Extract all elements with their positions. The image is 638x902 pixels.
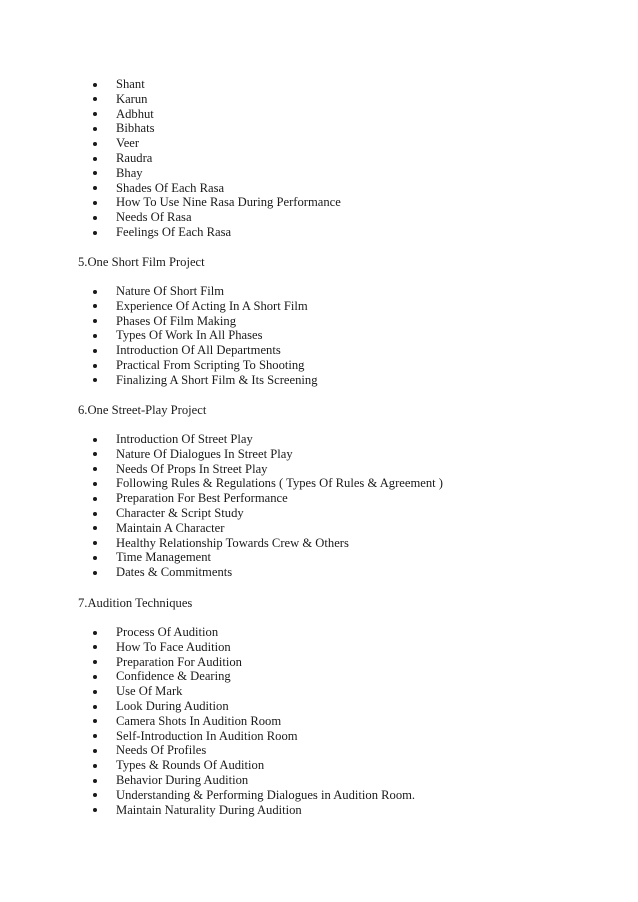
section-heading-audition: 7.Audition Techniques bbox=[78, 596, 193, 610]
list-item-text: Phases Of Film Making bbox=[116, 313, 236, 328]
list-item bbox=[0, 521, 443, 536]
street-play-list bbox=[0, 432, 443, 580]
bullet-icon bbox=[93, 97, 97, 101]
list-item-text: Veer bbox=[116, 136, 140, 151]
list-item bbox=[0, 803, 415, 818]
section-heading-street-play: 6.One Street-Play Project bbox=[78, 403, 207, 417]
list-item-text: Preparation For Audition bbox=[116, 654, 242, 669]
bullet-icon bbox=[93, 304, 97, 308]
bullet-icon bbox=[93, 719, 97, 723]
bullet-icon bbox=[93, 452, 97, 456]
list-item-text: Bibhats bbox=[116, 121, 155, 136]
short-film-list bbox=[0, 284, 318, 388]
list-item bbox=[0, 373, 318, 388]
list-item bbox=[0, 314, 318, 329]
list-item bbox=[0, 491, 443, 506]
list-item bbox=[0, 699, 415, 714]
audition-list bbox=[0, 625, 415, 817]
list-item bbox=[0, 77, 341, 92]
list-item bbox=[0, 358, 318, 373]
list-item-text: Karun bbox=[116, 91, 148, 106]
bullet-icon bbox=[93, 526, 97, 530]
list-item-text: Raudra bbox=[116, 150, 153, 165]
bullet-icon bbox=[93, 571, 97, 575]
bullet-icon bbox=[93, 764, 97, 768]
bullet-icon bbox=[93, 467, 97, 471]
list-item-text: Confidence & Dearing bbox=[116, 669, 231, 684]
list-item bbox=[0, 536, 443, 551]
list-item bbox=[0, 210, 341, 225]
bullet-icon bbox=[93, 83, 97, 87]
bullet-icon bbox=[93, 334, 97, 338]
list-item bbox=[0, 92, 341, 107]
bullet-icon bbox=[93, 631, 97, 635]
list-item-text: Time Management bbox=[116, 550, 212, 565]
bullet-icon bbox=[93, 497, 97, 501]
list-item-text: Understanding & Performing Dialogues in Audition Room. bbox=[116, 787, 416, 802]
list-item-text: How To Face Audition bbox=[116, 639, 231, 654]
list-item-text: Bhay bbox=[116, 165, 143, 180]
list-item-text: Healthy Relationship Towards Crew & Others bbox=[116, 535, 349, 550]
list-item-text: Nature Of Short Film bbox=[116, 284, 225, 298]
list-item-text: Types Of Work In All Phases bbox=[116, 328, 263, 343]
list-item-text: Needs Of Props In Street Play bbox=[116, 461, 268, 476]
list-item-text: Adbhut bbox=[116, 106, 154, 121]
list-item bbox=[0, 758, 415, 773]
list-item-text: Look During Audition bbox=[116, 698, 229, 713]
list-item-text: Self-Introduction In Audition Room bbox=[116, 728, 298, 743]
list-item-text: Preparation For Best Performance bbox=[116, 491, 288, 506]
list-item-text: Behavior During Audition bbox=[116, 772, 249, 787]
bullet-icon bbox=[93, 201, 97, 205]
list-item-text: Dates & Commitments bbox=[116, 565, 233, 580]
list-item-text: Camera Shots In Audition Room bbox=[116, 713, 282, 728]
bullet-icon bbox=[93, 675, 97, 679]
list-item bbox=[0, 640, 415, 655]
list-item-text: Experience Of Acting In A Short Film bbox=[116, 298, 308, 313]
list-item-text: Introduction Of All Departments bbox=[116, 343, 281, 358]
list-item-text: Process Of Audition bbox=[116, 625, 219, 639]
list-item-text: Shades Of Each Rasa bbox=[116, 180, 225, 195]
bullet-icon bbox=[93, 231, 97, 235]
list-item bbox=[0, 714, 415, 729]
list-item bbox=[0, 284, 318, 299]
rasa-list bbox=[0, 77, 341, 240]
list-item-text: Introduction Of Street Play bbox=[116, 432, 253, 446]
list-item-text: Following Rules & Regulations ( Types Of Rules & Agreement ) bbox=[116, 476, 443, 491]
list-item-text: Practical From Scripting To Shooting bbox=[116, 357, 305, 372]
list-item bbox=[0, 655, 415, 670]
bullet-icon bbox=[93, 171, 97, 175]
list-item bbox=[0, 299, 318, 314]
bullet-icon bbox=[93, 378, 97, 382]
list-item bbox=[0, 669, 415, 684]
bullet-icon bbox=[93, 734, 97, 738]
bullet-icon bbox=[93, 690, 97, 694]
list-item-text: Needs Of Rasa bbox=[116, 210, 192, 225]
list-item bbox=[0, 625, 415, 640]
bullet-icon bbox=[93, 319, 97, 323]
list-item-text: Feelings Of Each Rasa bbox=[116, 224, 232, 239]
list-item bbox=[0, 462, 443, 477]
bullet-icon bbox=[93, 112, 97, 116]
list-item bbox=[0, 328, 318, 343]
list-item bbox=[0, 684, 415, 699]
bullet-icon bbox=[93, 482, 97, 486]
list-item bbox=[0, 343, 318, 358]
bullet-icon bbox=[93, 438, 97, 442]
list-item-text: Maintain Naturality During Audition bbox=[116, 802, 302, 817]
bullet-icon bbox=[93, 290, 97, 294]
list-item-text: Needs Of Profiles bbox=[116, 743, 207, 758]
bullet-icon bbox=[93, 749, 97, 753]
list-item-text: Finalizing A Short Film & Its Screening bbox=[116, 372, 318, 387]
bullet-icon bbox=[93, 364, 97, 368]
bullet-icon bbox=[93, 660, 97, 664]
section-heading-short-film: 5.One Short Film Project bbox=[78, 255, 205, 269]
list-item bbox=[0, 729, 415, 744]
bullet-icon bbox=[93, 556, 97, 560]
bullet-icon bbox=[93, 779, 97, 783]
list-item bbox=[0, 506, 443, 521]
list-item-text: Types & Rounds Of Audition bbox=[116, 758, 265, 773]
bullet-icon bbox=[93, 541, 97, 545]
list-item bbox=[0, 225, 341, 240]
list-item-text: Maintain A Character bbox=[116, 520, 225, 535]
list-item bbox=[0, 788, 415, 803]
list-item bbox=[0, 447, 443, 462]
bullet-icon bbox=[93, 186, 97, 190]
list-item bbox=[0, 476, 443, 491]
list-item bbox=[0, 151, 341, 166]
bullet-icon bbox=[93, 157, 97, 161]
bullet-icon bbox=[93, 808, 97, 812]
bullet-icon bbox=[93, 512, 97, 516]
list-item-text: How To Use Nine Rasa During Performance bbox=[116, 195, 341, 210]
bullet-icon bbox=[93, 349, 97, 353]
list-item bbox=[0, 565, 443, 580]
list-item bbox=[0, 773, 415, 788]
list-item bbox=[0, 166, 341, 181]
list-item-text: Shant bbox=[116, 77, 145, 91]
bullet-icon bbox=[93, 705, 97, 709]
list-item bbox=[0, 743, 415, 758]
list-item bbox=[0, 432, 443, 447]
list-item-text: Character & Script Study bbox=[116, 505, 244, 520]
list-item bbox=[0, 181, 341, 196]
bullet-icon bbox=[93, 793, 97, 797]
list-item bbox=[0, 195, 341, 210]
list-item-text: Nature Of Dialogues In Street Play bbox=[116, 446, 293, 461]
list-item bbox=[0, 550, 443, 565]
list-item bbox=[0, 136, 341, 151]
bullet-icon bbox=[93, 142, 97, 146]
list-item bbox=[0, 107, 341, 122]
bullet-icon bbox=[93, 645, 97, 649]
list-item-text: Use Of Mark bbox=[116, 684, 183, 699]
bullet-icon bbox=[93, 127, 97, 131]
list-item bbox=[0, 121, 341, 136]
bullet-icon bbox=[93, 216, 97, 220]
